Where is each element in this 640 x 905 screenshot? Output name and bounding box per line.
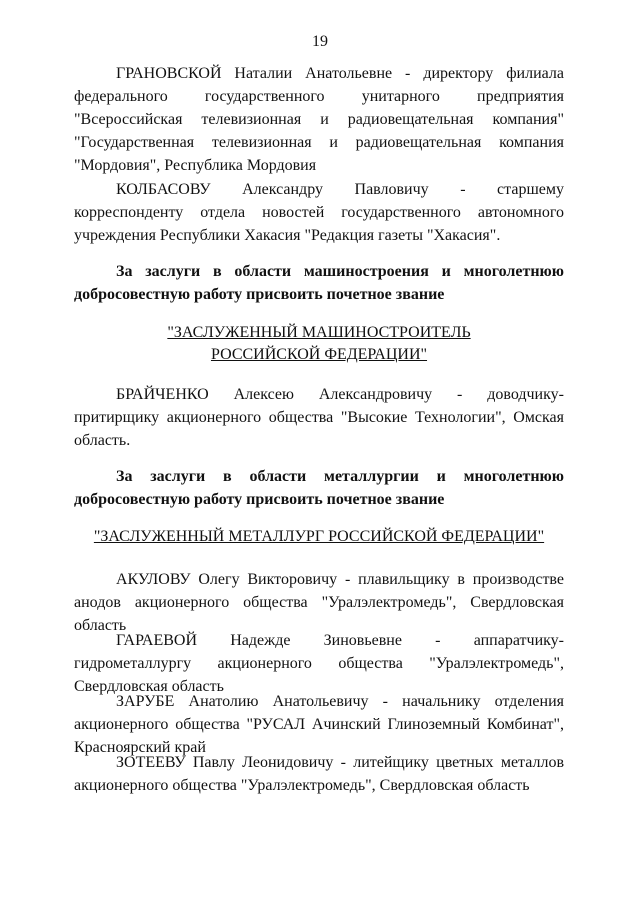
entry-zoteev: ЗОТЕЕВУ Павлу Леонидовичу - литейщику цветных металлов акционерного общества "Уралэлектромедь", Свердловская область: [74, 754, 564, 794]
entry-garaeva: ГАРАЕВОЙ Надежде Зиновьевне - аппаратчику-гидрометаллургу акционерного общества "Уралэлектромедь", Свердловская область: [74, 632, 564, 695]
title-honored-metallurgist: [74, 526, 564, 548]
title-honored-machine-builder: [74, 322, 564, 366]
entry-kolbasov: КОЛБАСОВУ Александру Павловичу - старшему корреспонденту отдела новостей государственного автономного учреждения Республики Хакасия "Редакция газеты "Хакасия".: [74, 181, 564, 244]
section-heading-machine-building: За заслуги в области машиностроения и многолетнюю добросовестную работу присвоить почетное звание: [74, 263, 564, 303]
title-line-1: "ЗАСЛУЖЕННЫЙ МАШИНОСТРОИТЕЛЬ: [167, 324, 471, 341]
entry-zaruba: ЗАРУБЕ Анатолию Анатольевичу - начальнику отделения акционерного общества "РУСАЛ Ачинский Глиноземный Комбинат", Красноярский край: [74, 693, 564, 756]
title-line: "ЗАСЛУЖЕННЫЙ МЕТАЛЛУРГ РОССИЙСКОЙ ФЕДЕРАЦИИ": [93, 528, 545, 545]
page-number: 19: [312, 33, 328, 50]
entry-braichenko: БРАЙЧЕНКО Алексею Александровичу - доводчику-притирщику акционерного общества "Высокие Технологии", Омская область.: [74, 386, 564, 449]
entry-akulov: АКУЛОВУ Олегу Викторовичу - плавильщику в производстве анодов акционерного общества "Уралэлектромедь", Свердловская область: [74, 571, 564, 634]
title-line-2: РОССИЙСКОЙ ФЕДЕРАЦИИ": [210, 346, 428, 363]
section-heading-metallurgy: За заслуги в области металлургии и многолетнюю добросовестную работу присвоить почетное звание: [74, 468, 564, 508]
entry-granovskaya: ГРАНОВСКОЙ Наталии Анатольевне - директору филиала федерального государственного унитарного предприятия "Всероссийская телевизионная и радиовещательная компания" "Государственная телевизионная и радиовещательная компания "Мордовия", Республика Мордовия: [74, 65, 564, 174]
